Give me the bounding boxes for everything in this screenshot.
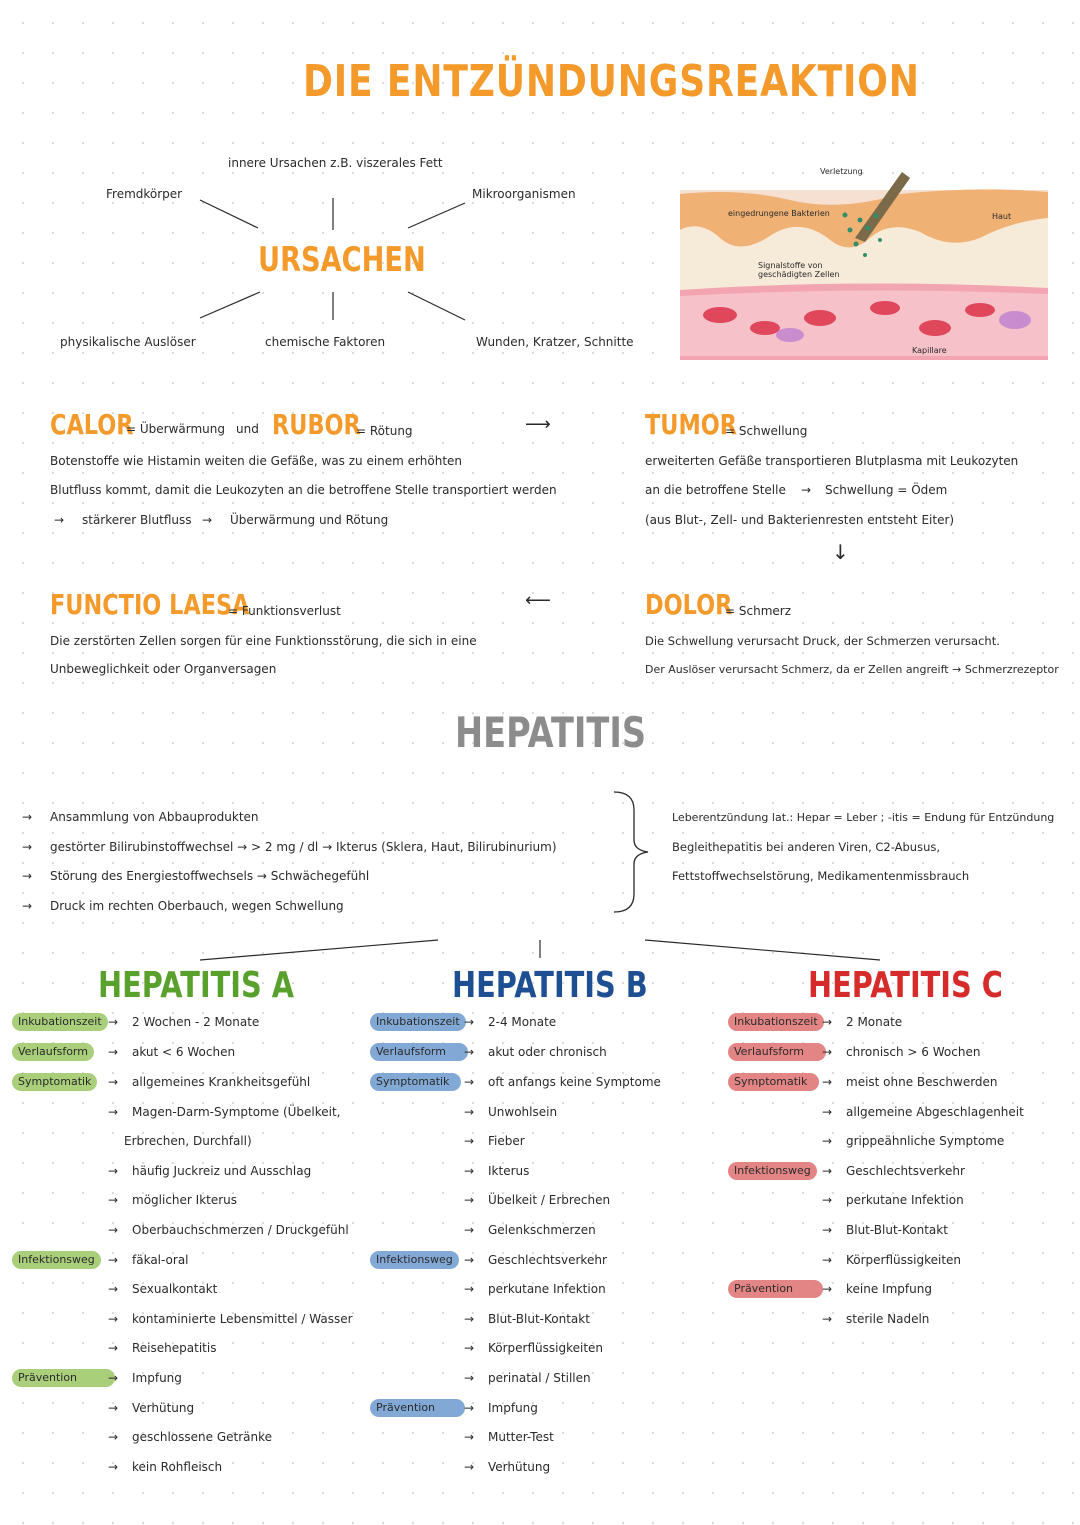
hep-b-infection-arrow-1: → bbox=[464, 1253, 475, 1267]
hep-c-infection-arrow-2: → bbox=[822, 1193, 833, 1207]
arrow-tumor-to-dolor: ↓ bbox=[832, 540, 849, 564]
hep-c-incubation: 2 Monate bbox=[846, 1015, 903, 1029]
hep-c-symptom-arrow-3: → bbox=[822, 1134, 833, 1148]
hepatitis-symptom-2: gestörter Bilirubinstoffwechsel → > 2 mg / dl → Ikterus (Sklera, Haut, Bilirubinurium) bbox=[50, 840, 557, 854]
hep-c-symptom-2: allgemeine Abgeschlagenheit bbox=[846, 1105, 1024, 1119]
tumor-line-1: erweiterten Gefäße transportieren Blutplasma mit Leukozyten bbox=[645, 454, 1019, 468]
calor-line-3a: stärkerer Blutfluss bbox=[82, 513, 192, 527]
hep-c-prevention-2: sterile Nadeln bbox=[846, 1312, 930, 1326]
hep-a-symptom-arrow-6: → bbox=[108, 1223, 119, 1237]
hep-c-label-course: Verlaufsform bbox=[728, 1043, 826, 1061]
hep-c-label-symptoms: Symptomatik bbox=[728, 1073, 819, 1091]
dolor-title: DOLOR bbox=[645, 588, 733, 621]
hep-c-infection-arrow-4: → bbox=[822, 1253, 833, 1267]
hep-a-prevention-arrow-3: → bbox=[108, 1430, 119, 1444]
hep-a-infection-1: fäkal-oral bbox=[132, 1253, 189, 1267]
dolor-definition: = Schmerz bbox=[725, 604, 791, 618]
calor-title: CALOR bbox=[50, 408, 134, 441]
hep-b-infection-arrow-2: → bbox=[464, 1282, 475, 1296]
hep-b-title: HEPATITIS B bbox=[452, 965, 648, 1006]
hepatitis-title: HEPATITIS bbox=[455, 708, 647, 757]
tumor-line-3: (aus Blut-, Zell- und Bakterienresten entsteht Eiter) bbox=[645, 513, 955, 527]
hep-c-infection-4: Körperflüssigkeiten bbox=[846, 1253, 962, 1267]
hepatitis-brace bbox=[612, 790, 652, 915]
hep-a-incubation-arrow: → bbox=[108, 1015, 119, 1029]
hep-a-prevention-arrow-1: → bbox=[108, 1371, 119, 1385]
hep-b-symptom-arrow-3: → bbox=[464, 1134, 475, 1148]
hep-c-infection-3: Blut-Blut-Kontakt bbox=[846, 1223, 948, 1237]
hep-c-column bbox=[728, 1013, 1068, 1513]
hep-a-symptom-2: Magen-Darm-Symptome (Übelkeit, bbox=[132, 1105, 341, 1119]
tumor-line-2a: an die betroffene Stelle bbox=[645, 483, 786, 497]
hep-a-course-arrow: → bbox=[108, 1045, 119, 1059]
hep-a-prevention-arrow-2: → bbox=[108, 1401, 119, 1415]
hepatitis-symptom-arrow-1: → bbox=[22, 810, 33, 824]
hep-b-symptom-5: Übelkeit / Erbrechen bbox=[488, 1193, 611, 1207]
hep-b-infection-arrow-5: → bbox=[464, 1371, 475, 1385]
diagram-label-signal-1: Signalstoffe von bbox=[758, 261, 823, 270]
hep-c-label-prevention: Prävention bbox=[728, 1280, 823, 1298]
hep-b-symptom-arrow-6: → bbox=[464, 1223, 475, 1237]
hep-c-course-arrow: → bbox=[822, 1045, 833, 1059]
hep-a-infection-arrow-4: → bbox=[108, 1341, 119, 1355]
inflammation-diagram bbox=[680, 160, 1048, 360]
hep-b-infection-5: perinatal / Stillen bbox=[488, 1371, 591, 1385]
calor-line-3-arrow-2: → bbox=[202, 513, 213, 527]
hep-b-prevention-arrow-1: → bbox=[464, 1401, 475, 1415]
hep-a-label-symptoms: Symptomatik bbox=[12, 1073, 97, 1091]
functio-line-1: Die zerstörten Zellen sorgen für eine Funktionsstörung, die sich in eine bbox=[50, 634, 477, 648]
hep-c-symptom-arrow-2: → bbox=[822, 1105, 833, 1119]
calor-definition: = Überwärmung bbox=[126, 422, 225, 436]
hepatitis-symptom-4: Druck im rechten Oberbauch, wegen Schwellung bbox=[50, 899, 344, 913]
hep-c-symptom-arrow-1: → bbox=[822, 1075, 833, 1089]
hep-a-symptom-arrow-5: → bbox=[108, 1193, 119, 1207]
tumor-definition: = Schwellung bbox=[725, 424, 808, 438]
hep-b-infection-arrow-3: → bbox=[464, 1312, 475, 1326]
calor-and: und bbox=[236, 422, 259, 436]
dolor-line-2: Der Auslöser verursacht Schmerz, da er Zellen angreift → Schmerzrezeptor bbox=[645, 663, 1059, 676]
hepatitis-symptom-arrow-2: → bbox=[22, 840, 33, 854]
calor-line-3b: Überwärmung und Rötung bbox=[230, 513, 389, 527]
calor-line-2: Blutfluss kommt, damit die Leukozyten an die betroffene Stelle transportiert werden bbox=[50, 483, 557, 497]
calor-line-3-arrow: → bbox=[54, 513, 65, 527]
cause-wounds: Wunden, Kratzer, Schnitte bbox=[476, 335, 634, 349]
hep-a-symptom-5: möglicher Ikterus bbox=[132, 1193, 238, 1207]
cause-microorganisms: Mikroorganismen bbox=[472, 187, 576, 201]
hep-b-label-infection: Infektionsweg bbox=[370, 1251, 459, 1269]
hep-c-infection-2: perkutane Infektion bbox=[846, 1193, 964, 1207]
hep-b-incubation-arrow: → bbox=[464, 1015, 475, 1029]
cause-internal: innere Ursachen z.B. viszerales Fett bbox=[228, 156, 443, 170]
hep-a-infection-arrow-1: → bbox=[108, 1253, 119, 1267]
cause-foreign-body: Fremdkörper bbox=[106, 187, 183, 201]
rubor-definition: = Rötung bbox=[356, 424, 413, 438]
hep-c-infection-arrow-3: → bbox=[822, 1223, 833, 1237]
hep-b-course-arrow: → bbox=[464, 1045, 475, 1059]
arrow-dolor-to-functio: ⟵ bbox=[525, 590, 551, 611]
hep-a-label-infection: Infektionsweg bbox=[12, 1251, 101, 1269]
hep-b-column bbox=[370, 1013, 710, 1513]
hep-a-symptom-1: allgemeines Krankheitsgefühl bbox=[132, 1075, 311, 1089]
calor-line-1: Botenstoffe wie Histamin weiten die Gefäße, was zu einem erhöhten bbox=[50, 454, 463, 468]
hep-c-title: HEPATITIS C bbox=[808, 965, 1003, 1006]
hep-b-infection-4: Körperflüssigkeiten bbox=[488, 1341, 604, 1355]
functio-section bbox=[50, 588, 520, 688]
tumor-title: TUMOR bbox=[645, 408, 738, 441]
hep-c-label-incubation: Inkubationszeit bbox=[728, 1013, 824, 1031]
hep-a-prevention-1: Impfung bbox=[132, 1371, 182, 1385]
cause-chemical: chemische Faktoren bbox=[265, 335, 386, 349]
functio-definition: = Funktionsverlust bbox=[228, 604, 341, 618]
hep-a-infection-2: Sexualkontakt bbox=[132, 1282, 218, 1296]
hep-b-infection-3: Blut-Blut-Kontakt bbox=[488, 1312, 590, 1326]
tumor-section bbox=[645, 408, 1065, 548]
hep-b-prevention-2: Mutter-Test bbox=[488, 1430, 554, 1444]
hepatitis-definition-2: Begleithepatitis bei anderen Viren, C2-Abusus, bbox=[672, 840, 941, 854]
hep-b-label-course: Verlaufsform bbox=[370, 1043, 468, 1061]
diagram-label-skin: Haut bbox=[992, 212, 1012, 221]
hep-c-label-infection: Infektionsweg bbox=[728, 1162, 817, 1180]
tumor-line-2-arrow: → bbox=[801, 483, 812, 497]
hep-b-symptom-4: Ikterus bbox=[488, 1164, 530, 1178]
hep-c-incubation-arrow: → bbox=[822, 1015, 833, 1029]
hep-a-infection-arrow-2: → bbox=[108, 1282, 119, 1296]
hep-a-label-incubation: Inkubationszeit bbox=[12, 1013, 108, 1031]
hep-a-label-prevention: Prävention bbox=[12, 1369, 115, 1387]
hepatitis-symptom-arrow-4: → bbox=[22, 899, 33, 913]
hep-a-symptom-arrow-1: → bbox=[108, 1075, 119, 1089]
hep-b-infection-2: perkutane Infektion bbox=[488, 1282, 606, 1296]
hep-b-prevention-1: Impfung bbox=[488, 1401, 538, 1415]
hep-b-label-symptoms: Symptomatik bbox=[370, 1073, 461, 1091]
hep-c-infection-1: Geschlechtsverkehr bbox=[846, 1164, 965, 1178]
hep-c-prevention-1: keine Impfung bbox=[846, 1282, 932, 1296]
arrow-calor-to-tumor: ⟶ bbox=[525, 414, 551, 435]
hep-a-column bbox=[12, 1013, 362, 1513]
hep-b-label-incubation: Inkubationszeit bbox=[370, 1013, 466, 1031]
hep-a-prevention-2: Verhütung bbox=[132, 1401, 195, 1415]
diagram-label-signal-2: geschädigten Zellen bbox=[758, 270, 840, 279]
causes-connector-lines bbox=[0, 0, 700, 360]
diagram-label-injury: Verletzung bbox=[820, 167, 863, 176]
hep-c-prevention-arrow-1: → bbox=[822, 1282, 833, 1296]
hep-c-symptom-1: meist ohne Beschwerden bbox=[846, 1075, 998, 1089]
hepatitis-symptom-arrow-3: → bbox=[22, 869, 33, 883]
hep-a-label-course: Verlaufsform bbox=[12, 1043, 94, 1061]
hep-a-symptom-arrow-2: → bbox=[108, 1105, 119, 1119]
hepatitis-symptom-1: Ansammlung von Abbauprodukten bbox=[50, 810, 259, 824]
hep-a-title: HEPATITIS A bbox=[98, 965, 295, 1006]
hep-b-prevention-arrow-2: → bbox=[464, 1430, 475, 1444]
hep-c-symptom-3: grippeähnliche Symptome bbox=[846, 1134, 1005, 1148]
functio-title: FUNCTIO LAESA bbox=[50, 588, 250, 621]
hep-a-infection-3: kontaminierte Lebensmittel / Wasser bbox=[132, 1312, 353, 1326]
hep-a-infection-arrow-3: → bbox=[108, 1312, 119, 1326]
functio-line-2: Unbeweglichkeit oder Organversagen bbox=[50, 662, 277, 676]
hep-a-prevention-4: kein Rohfleisch bbox=[132, 1460, 223, 1474]
hep-b-symptom-1: oft anfangs keine Symptome bbox=[488, 1075, 661, 1089]
causes-title: URSACHEN bbox=[258, 240, 426, 280]
hep-b-course: akut oder chronisch bbox=[488, 1045, 607, 1059]
hep-c-infection-arrow-1: → bbox=[822, 1164, 833, 1178]
hep-b-symptom-3: Fieber bbox=[488, 1134, 525, 1148]
diagram-label-capillary: Kapillare bbox=[912, 346, 947, 355]
tumor-line-2b: Schwellung = Ödem bbox=[825, 483, 948, 497]
hepatitis-symptom-3: Störung des Energiestoffwechsels → Schwächegefühl bbox=[50, 869, 370, 883]
hep-c-course: chronisch > 6 Wochen bbox=[846, 1045, 981, 1059]
hep-a-prevention-arrow-4: → bbox=[108, 1460, 119, 1474]
hep-a-symptom-6: Oberbauchschmerzen / Druckgefühl bbox=[132, 1223, 349, 1237]
hep-a-symptom-3: Erbrechen, Durchfall) bbox=[124, 1134, 252, 1148]
hep-b-infection-arrow-4: → bbox=[464, 1341, 475, 1355]
rubor-title: RUBOR bbox=[272, 408, 361, 441]
hep-b-prevention-3: Verhütung bbox=[488, 1460, 551, 1474]
hep-a-course: akut < 6 Wochen bbox=[132, 1045, 236, 1059]
hepatitis-branch-lines bbox=[0, 930, 1080, 970]
hep-b-symptom-2: Unwohlsein bbox=[488, 1105, 558, 1119]
hepatitis-definition-3: Fettstoffwechselstörung, Medikamentenmissbrauch bbox=[672, 869, 970, 883]
hep-a-symptom-4: häufig Juckreiz und Ausschlag bbox=[132, 1164, 312, 1178]
hep-a-infection-4: Reisehepatitis bbox=[132, 1341, 217, 1355]
hep-b-incubation: 2-4 Monate bbox=[488, 1015, 557, 1029]
page-title: DIE ENTZÜNDUNGSREAKTION bbox=[303, 56, 920, 107]
hep-b-symptom-6: Gelenkschmerzen bbox=[488, 1223, 596, 1237]
dolor-line-1: Die Schwellung verursacht Druck, der Schmerzen verursacht. bbox=[645, 634, 1000, 648]
hep-c-prevention-arrow-2: → bbox=[822, 1312, 833, 1326]
diagram-label-bacteria: eingedrungene Bakterien bbox=[728, 209, 830, 218]
hep-b-label-prevention: Prävention bbox=[370, 1399, 465, 1417]
hep-a-prevention-3: geschlossene Getränke bbox=[132, 1430, 273, 1444]
dolor-section bbox=[645, 588, 1070, 688]
hep-b-symptom-arrow-5: → bbox=[464, 1193, 475, 1207]
calor-rubor-section bbox=[50, 408, 590, 548]
hepatitis-definition-1: Leberentzündung lat.: Hepar = Leber ; -itis = Endung für Entzündung bbox=[672, 811, 1055, 824]
hep-b-symptom-arrow-2: → bbox=[464, 1105, 475, 1119]
hep-b-prevention-arrow-3: → bbox=[464, 1460, 475, 1474]
hep-a-incubation: 2 Wochen - 2 Monate bbox=[132, 1015, 260, 1029]
hep-b-symptom-arrow-1: → bbox=[464, 1075, 475, 1089]
hep-b-infection-1: Geschlechtsverkehr bbox=[488, 1253, 607, 1267]
hep-b-symptom-arrow-4: → bbox=[464, 1164, 475, 1178]
cause-physical: physikalische Auslöser bbox=[60, 335, 196, 349]
hep-a-symptom-arrow-4: → bbox=[108, 1164, 119, 1178]
